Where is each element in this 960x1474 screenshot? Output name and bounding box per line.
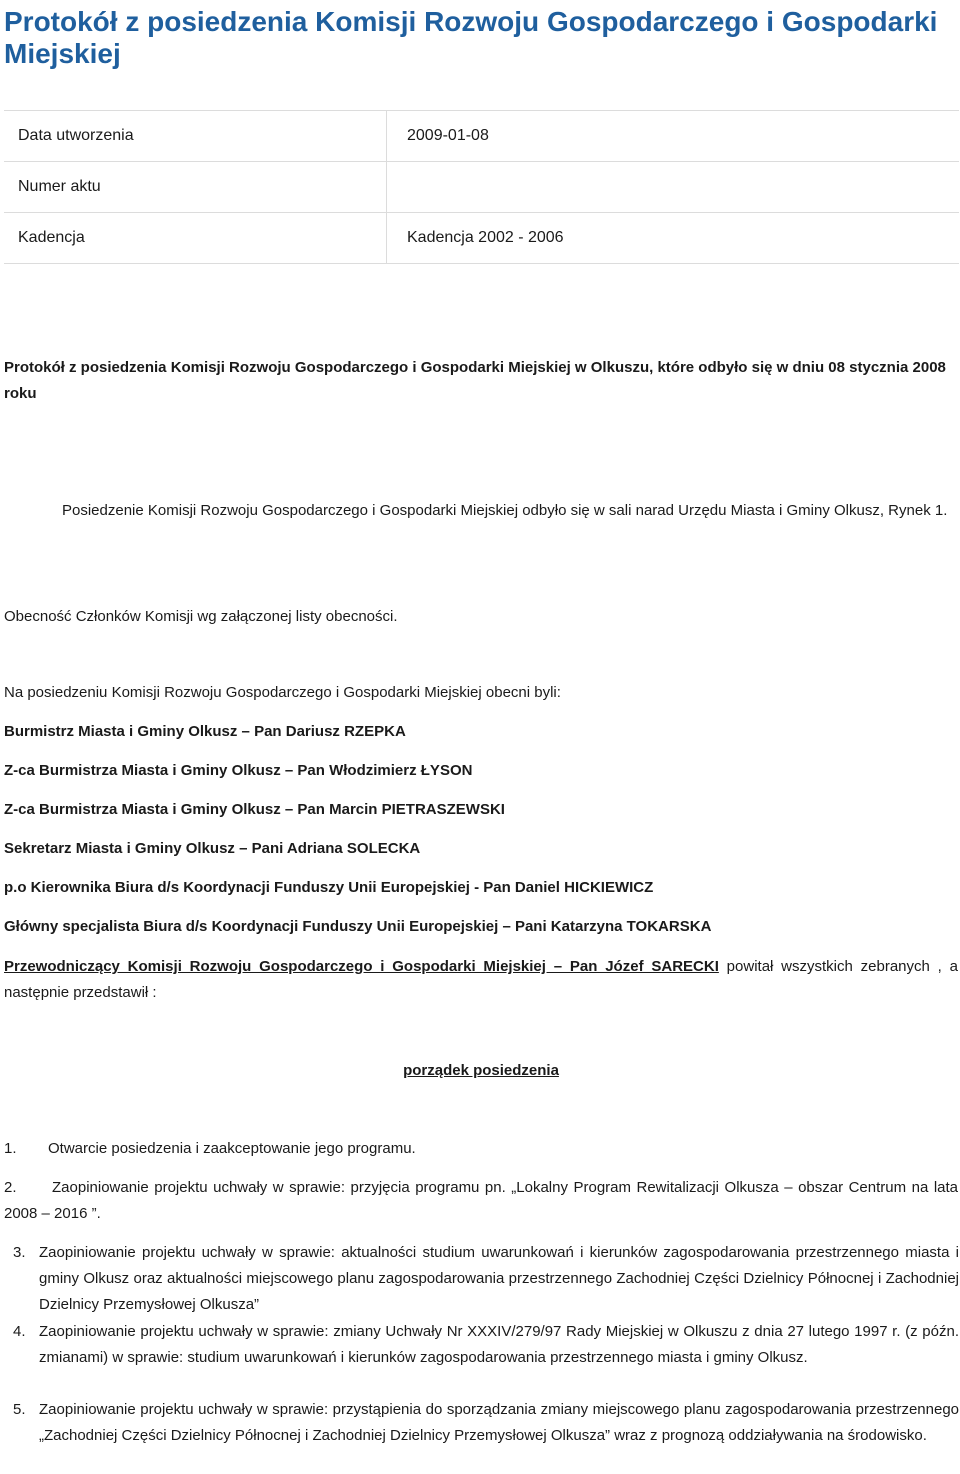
agenda-item <box>4 1175 958 1227</box>
attendee-line: Z-ca Burmistrza Miasta i Gminy Olkusz – Pan Włodzimierz ŁYSON <box>4 762 473 779</box>
meta-row-act-number <box>4 162 959 213</box>
agenda-number: 5. <box>13 1401 26 1418</box>
meta-value: 2009-01-08 <box>387 111 960 162</box>
attendee-line: Z-ca Burmistrza Miasta i Gminy Olkusz – Pan Marcin PIETRASZEWSKI <box>4 801 505 818</box>
attendance-note: Obecność Członków Komisji wg załączonej listy obecności. <box>4 608 398 625</box>
attendee-line: Sekretarz Miasta i Gminy Olkusz – Pani Adriana SOLECKA <box>4 840 421 857</box>
meta-value <box>387 162 960 213</box>
agenda-item <box>4 1136 958 1162</box>
agenda-text: Zaopiniowanie projektu uchwały w sprawie: przyjęcia programu pn. „Lokalny Program Rewitalizacji Olkusza – obszar Centrum na lata 2008 – 2016 ”. <box>4 1179 958 1222</box>
chair-paragraph <box>4 954 958 1006</box>
meta-label: Kadencja <box>4 213 387 264</box>
agenda-text: Otwarcie posiedzenia i zaakceptowanie jego programu. <box>48 1140 416 1157</box>
meta-value: Kadencja 2002 - 2006 <box>387 213 960 264</box>
lead-paragraph: Protokół z posiedzenia Komisji Rozwoju Gospodarczego i Gospodarki Miejskiej w Olkuszu, które odbyło się w dniu 08 stycznia 2008 roku <box>4 359 946 402</box>
attendee-line: p.o Kierownika Biura d/s Koordynacji Funduszy Unii Europejskiej - Pan Daniel HICKIEWICZ <box>4 879 654 896</box>
meta-label: Numer aktu <box>4 162 387 213</box>
meta-label: Data utworzenia <box>4 111 387 162</box>
venue-paragraph: Posiedzenie Komisji Rozwoju Gospodarczego i Gospodarki Miejskiej odbyło się w sali narad Urzędu Miasta i Gminy Olkusz, Rynek 1. <box>62 502 948 519</box>
meta-row-term <box>4 213 959 264</box>
agenda-number: 2. <box>4 1179 17 1196</box>
attendee-line: Główny specjalista Biura d/s Koordynacji Funduszy Unii Europejskiej – Pani Katarzyna TOKARSKA <box>4 918 712 935</box>
agenda-text: Zaopiniowanie projektu uchwały w sprawie: przystąpienia do sporządzania zmiany miejscowego planu zagospodarowania przestrzennego „Zachodniej Części Dzielnicy Północnej i Zachodniej Dzielnicy Przemysłowej Olkusza” wraz z prognozą oddziaływania na środowisko. <box>39 1401 959 1444</box>
metadata-table <box>4 110 959 264</box>
agenda-number: 1. <box>4 1140 17 1157</box>
attendee-line: Burmistrz Miasta i Gminy Olkusz – Pan Dariusz RZEPKA <box>4 723 406 740</box>
present-intro: Na posiedzeniu Komisji Rozwoju Gospodarczego i Gospodarki Miejskiej obecni byli: <box>4 684 561 701</box>
agenda-item <box>13 1397 959 1449</box>
agenda-item <box>13 1240 959 1318</box>
agenda-text: Zaopiniowanie projektu uchwały w sprawie: zmiany Uchwały Nr XXXIV/279/97 Rady Miejskiej w Olkuszu z dnia 27 lutego 1997 r. (z późn. zmianami) w sprawie: studium uwarunkowań i kierunków zagospodarowania przestrzennego miasta i gminy Olkusz. <box>39 1323 959 1366</box>
agenda-number: 3. <box>13 1244 26 1261</box>
agenda-number: 4. <box>13 1323 26 1340</box>
chair-text: powitał wszystkich zebranych , a następnie przedstawił : <box>4 958 958 1001</box>
meta-row-created <box>4 111 959 162</box>
agenda-text: Zaopiniowanie projektu uchwały w sprawie: aktualności studium uwarunkowań i kierunków zagospodarowania przestrzennego miasta i gminy Olkusz oraz aktualności miejscowego planu zagospodarowania przestrzennego Zachodniej Części Dzielnicy Północnej i Zachodniej Dzielnicy Przemysłowej Olkusza” <box>39 1244 959 1313</box>
agenda-heading: porządek posiedzenia <box>403 1062 559 1079</box>
page-title: Protokół z posiedzenia Komisji Rozwoju Gospodarczego i Gospodarki Miejskiej <box>4 6 938 69</box>
agenda-item <box>13 1319 959 1371</box>
chair-name: Przewodniczący Komisji Rozwoju Gospodarczego i Gospodarki Miejskiej – Pan Józef SARECKI <box>4 958 719 975</box>
